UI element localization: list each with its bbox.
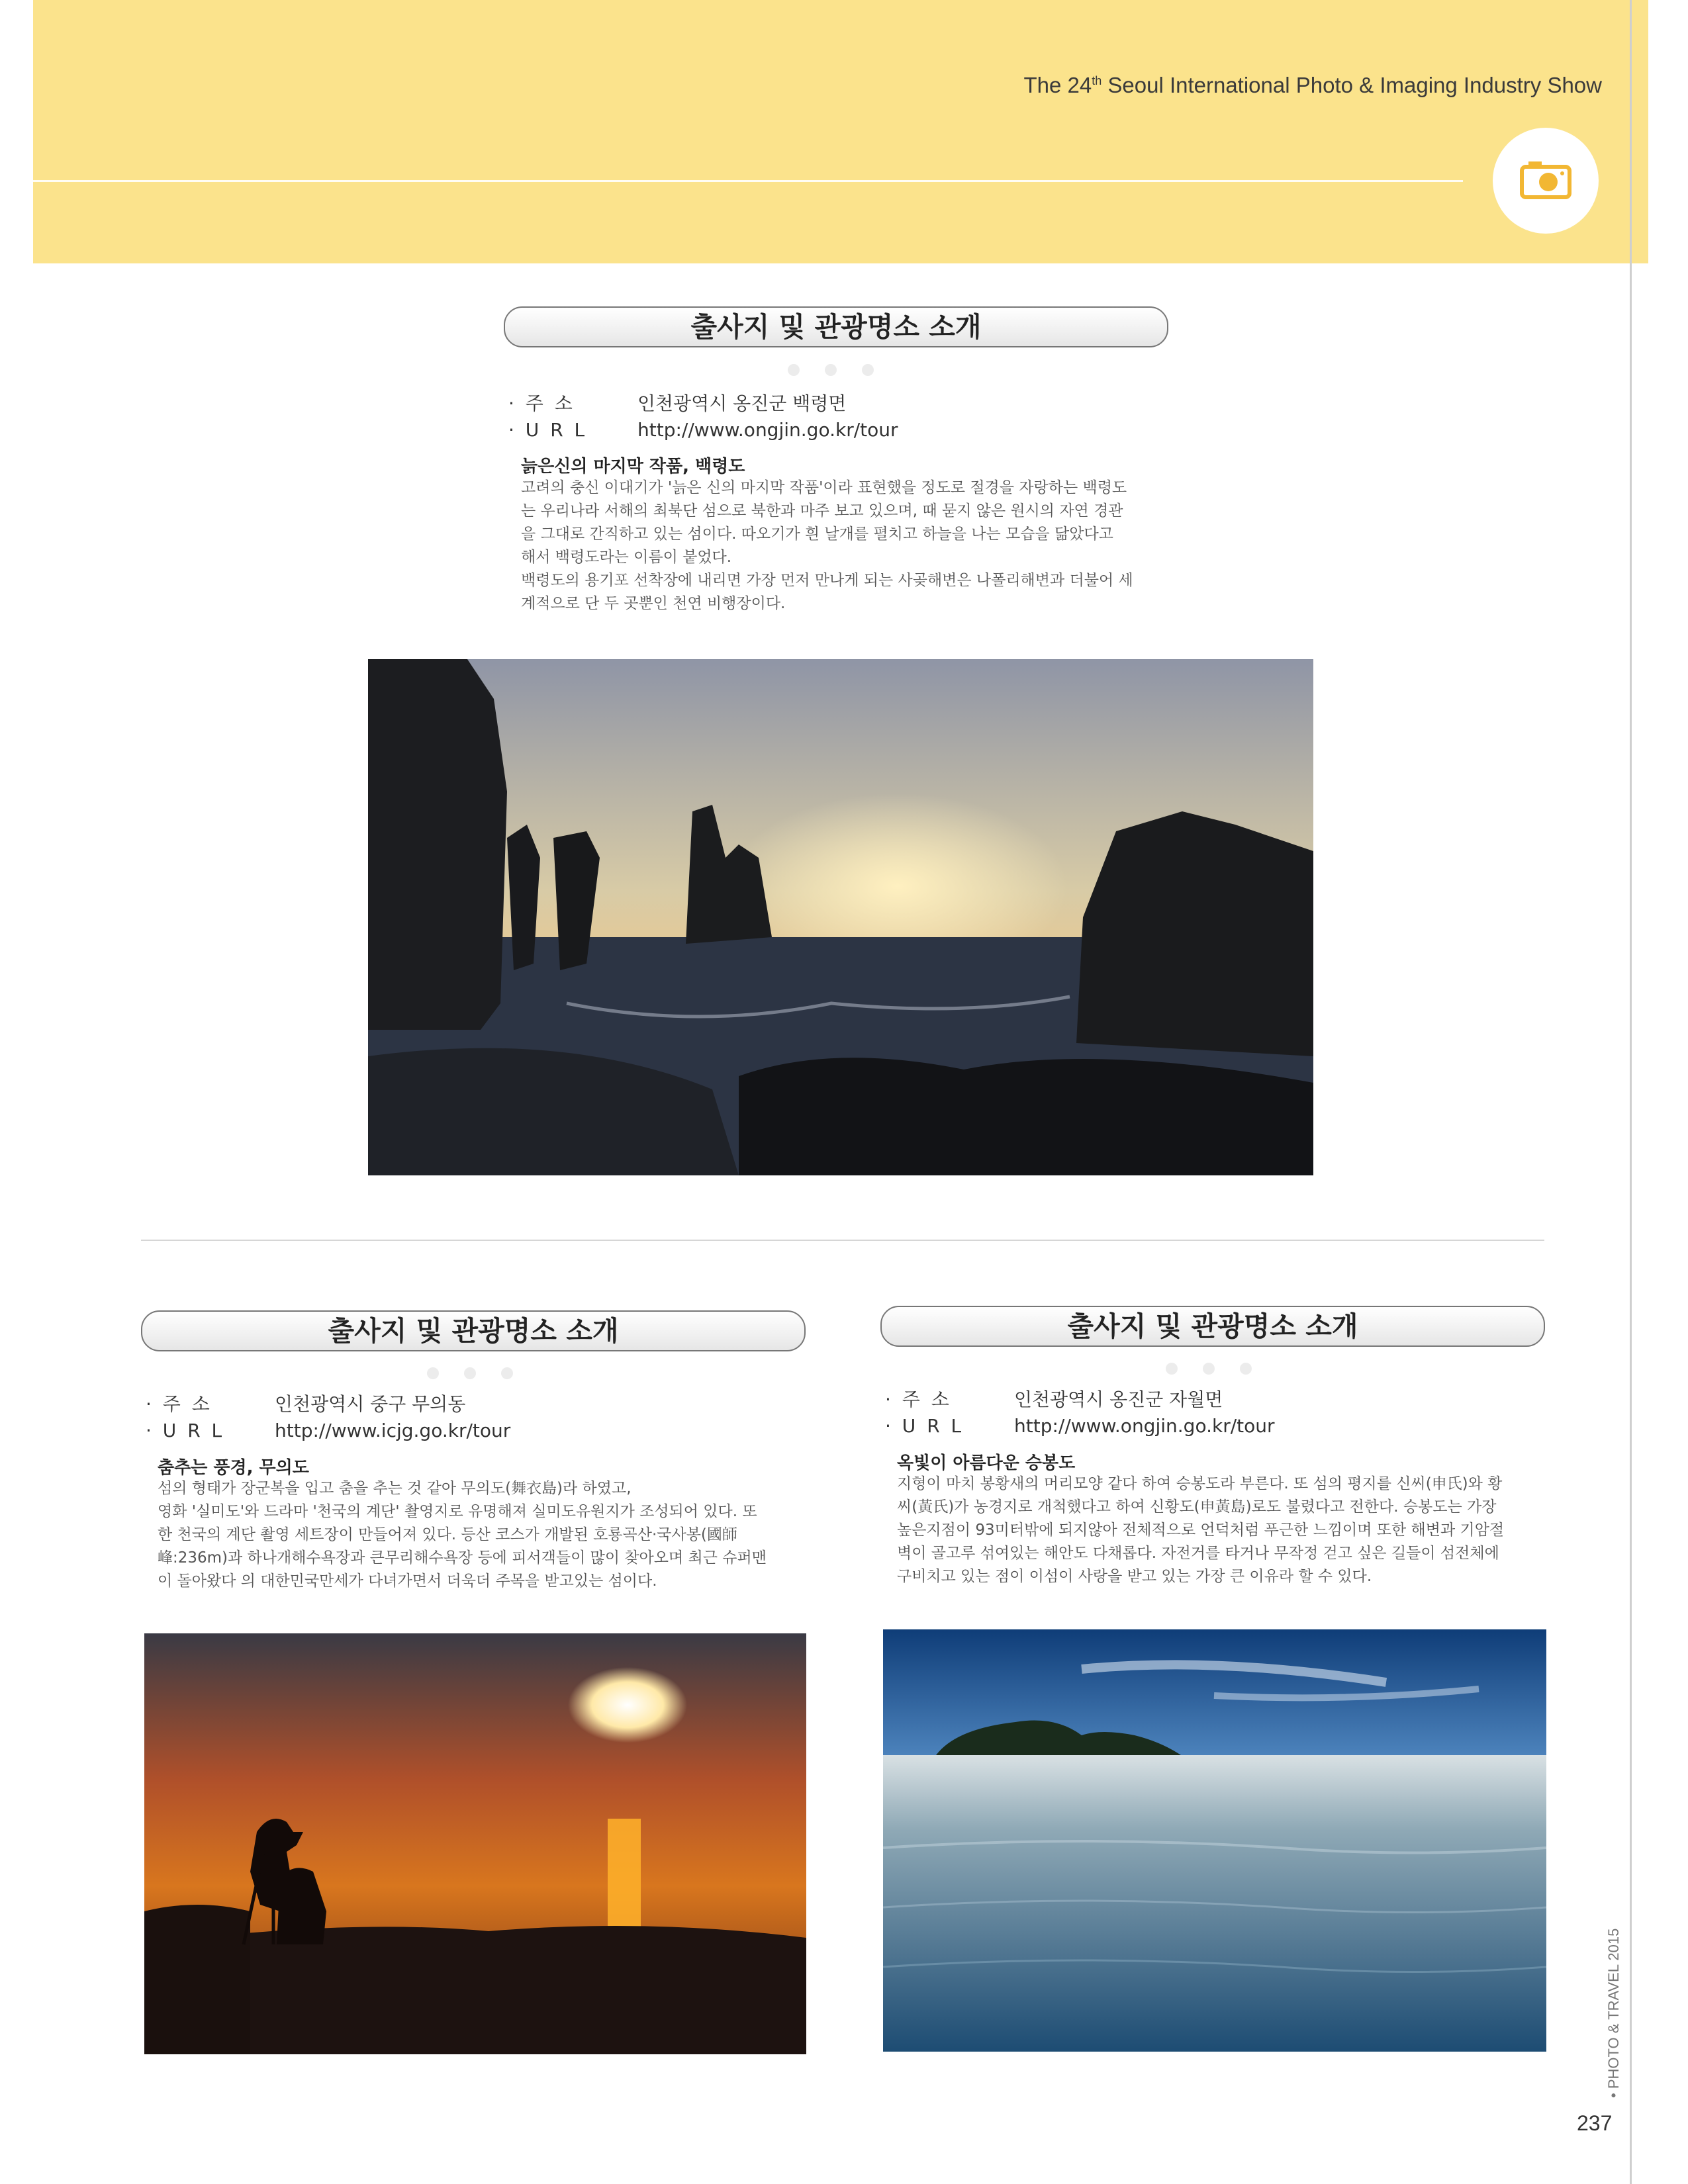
body-line: 이 돌아왔다 의 대한민국만세가 다녀가면서 더욱더 주목을 받고있는 섬이다. [158, 1572, 657, 1590]
section-heading: 출사지 및 관광명소 소개 [504, 306, 1168, 347]
address-value: 인천광역시 옹진군 백령면 [637, 392, 847, 414]
section-subtitle: 춤추는 풍경, 무의도 [158, 1458, 309, 1478]
camera-badge [1493, 128, 1599, 234]
section-subtitle: 늙은신의 마지막 작품, 백령도 [521, 457, 745, 477]
body-line: 는 우리나라 서해의 최북단 섬으로 북한과 마주 보고 있으며, 때 묻지 않은 원시의 자연 경관 [521, 502, 1123, 520]
photo-baengnyeongdo-rocks [368, 659, 1313, 1175]
info-block [146, 1391, 510, 1444]
body-line: 계적으로 단 두 곳뿐인 천연 비행장이다. [521, 595, 786, 612]
address-value: 인천광역시 중구 무의동 [275, 1393, 466, 1415]
section-heading: 출사지 및 관광명소 소개 [880, 1306, 1545, 1347]
url-label: · U R L [146, 1420, 225, 1441]
decorative-dots [788, 364, 899, 377]
body-line: 고려의 충신 이대기가 '늙은 신의 마지막 작품'이라 표현했을 정도로 절경을 자랑하는 백령도 [521, 479, 1127, 496]
url-link[interactable]: http://www.icjg.go.kr/tour [275, 1420, 511, 1441]
decorative-dots [427, 1367, 538, 1381]
body-line: 峰:236m)과 하나개해수욕장과 큰무리해수욕장 등에 피서객들이 많이 찾아오며 최근 슈퍼맨 [158, 1549, 767, 1567]
address-label: · 주 소 [146, 1393, 212, 1415]
photo-seungbongdo-beach [883, 1629, 1546, 2052]
address-label: · 주 소 [508, 392, 575, 414]
show-title: The 24th Seoul International Photo & Imaging Industry Show [1023, 73, 1602, 97]
body-line: 한 천국의 계단 촬영 세트장이 만들어져 있다. 등산 코스가 개발된 호룡곡산·국사봉(國師 [158, 1526, 737, 1543]
section-body [897, 1473, 1546, 1588]
section-divider [141, 1240, 1544, 1241]
header-band [33, 0, 1648, 263]
body-line: 백령도의 용기포 선착장에 내리면 가장 먼저 만나게 되는 사곶해변은 나폴리해변과 더불어 세 [521, 572, 1133, 589]
section-heading: 출사지 및 관광명소 소개 [141, 1310, 806, 1351]
section-body [521, 477, 1196, 615]
header-rule [33, 180, 1463, 182]
body-line: 지형이 마치 봉황새의 머리모양 같다 하여 승봉도라 부른다. 또 섬의 평지를 신씨(申氏)와 황 [897, 1475, 1503, 1492]
info-block [885, 1387, 1275, 1439]
section-subtitle: 옥빛이 아름다운 승봉도 [897, 1453, 1076, 1473]
body-line: 섬의 형태가 장군복을 입고 춤을 추는 것 같아 무의도(舞衣島)라 하였고, [158, 1480, 632, 1497]
section-body [158, 1477, 820, 1593]
page-edge-rule [1630, 0, 1632, 2184]
address-value: 인천광역시 옹진군 자월면 [1014, 1388, 1223, 1410]
page-number: 237 [1577, 2111, 1613, 2135]
decorative-dots [1166, 1363, 1277, 1376]
camera-icon [1519, 158, 1572, 201]
body-line: 해서 백령도라는 이름이 붙었다. [521, 549, 732, 566]
body-line: 을 그대로 간직하고 있는 섬이다. 따오기가 흰 날개를 펼치고 하늘을 나는 모습을 닮았다고 [521, 525, 1113, 543]
body-line: 구비치고 있는 점이 이섬이 사랑을 받고 있는 가장 큰 이유라 할 수 있다. [897, 1568, 1372, 1585]
body-line: 영화 '실미도'와 드라마 '천국의 계단' 촬영지로 유명해져 실미도유원지가 조성되어 있다. 또 [158, 1503, 757, 1520]
body-line: 벽이 골고루 섞여있는 해안도 다채롭다. 자전거를 타거나 무작정 걷고 싶은 길들이 섬전체에 [897, 1545, 1499, 1562]
url-label: · U R L [508, 419, 588, 441]
body-line: 높은지점이 93미터밖에 되지않아 전체적으로 언덕처럼 푸근한 느낌이며 또한 해변과 기암절 [897, 1522, 1505, 1539]
body-line: 씨(黃氏)가 농경지로 개척했다고 하여 신황도(申黃島)로도 불렸다고 전한다. 승봉도는 가장 [897, 1498, 1497, 1516]
photo-muuido-sunset [144, 1633, 806, 2054]
url-label: · U R L [885, 1415, 964, 1437]
magazine-side-label: • PHOTO & TRAVEL 2015 [1605, 1928, 1622, 2098]
url-link[interactable]: http://www.ongjin.go.kr/tour [1014, 1415, 1275, 1437]
url-link[interactable]: http://www.ongjin.go.kr/tour [637, 419, 898, 441]
info-block [508, 390, 898, 443]
address-label: · 주 소 [885, 1388, 952, 1410]
